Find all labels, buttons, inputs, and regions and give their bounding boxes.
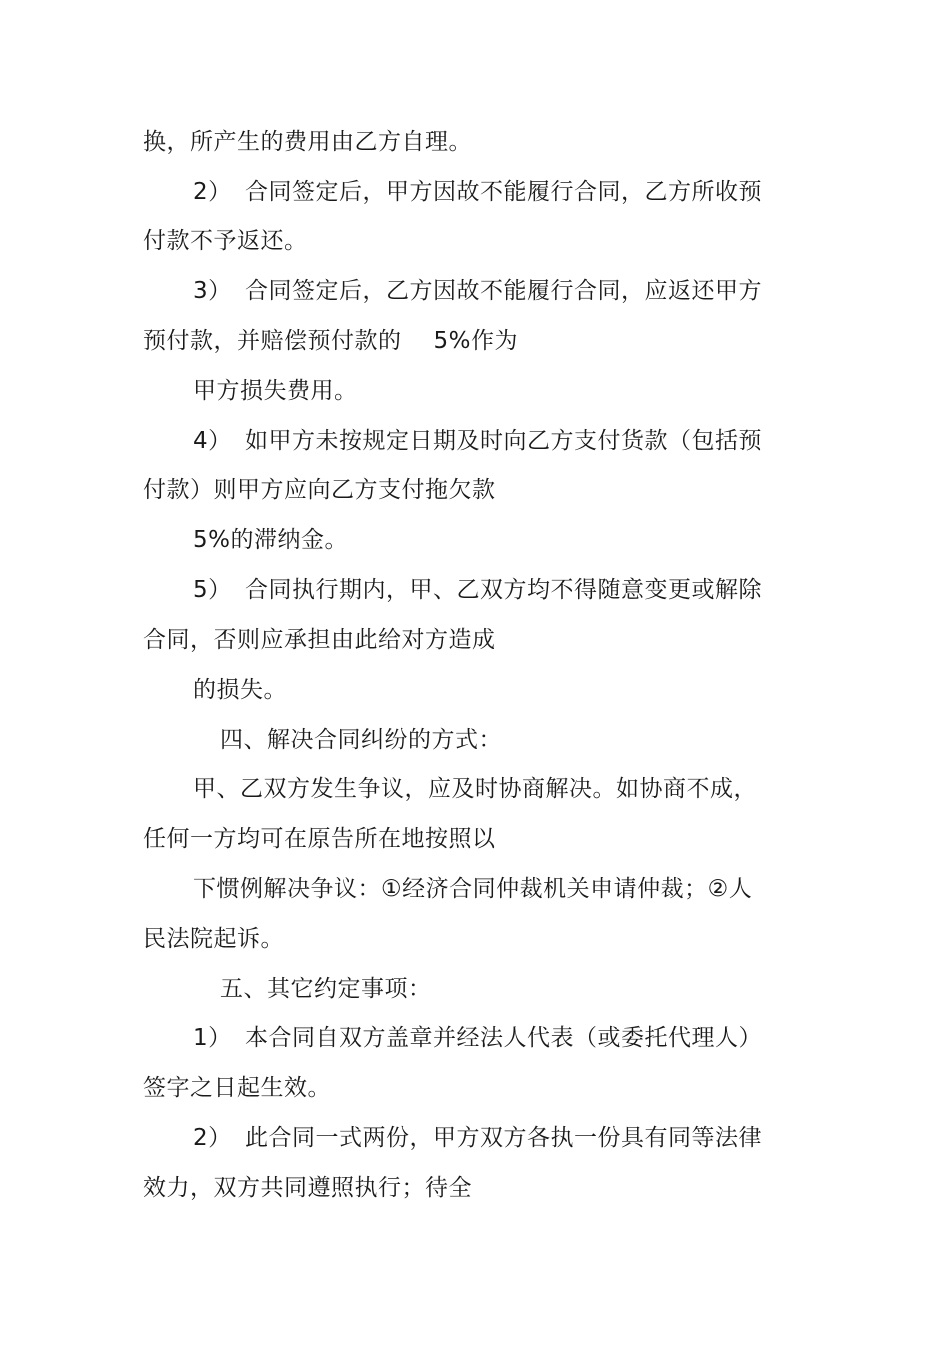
- clause-text: 5%作为: [433, 328, 518, 354]
- clause-4-line-3: 5%的滞纳金。: [193, 527, 348, 553]
- clause-text: 合同签定后，乙方因故不能履行合同，应返还甲方: [245, 278, 762, 304]
- text-line-1: 换，所产生的费用由乙方自理。: [143, 129, 472, 155]
- clause-4-line-2: 付款）则甲方应向乙方支付拖欠款: [143, 477, 496, 503]
- clause-number: 3）: [193, 278, 232, 304]
- section-4-line-3: 下惯例解决争议：①经济合同仲裁机关申请仲裁；②人: [193, 876, 753, 902]
- clause-5-line-3: 的损失。: [193, 677, 287, 703]
- clause-number: 2）: [193, 1125, 232, 1151]
- section-heading-4: 四、解决合同纠纷的方式：: [220, 727, 502, 753]
- section-4-line-2: 任何一方均可在原告所在地按照以: [143, 826, 496, 852]
- clause-text: 合同签定后，甲方因故不能履行合同，乙方所收预: [245, 179, 762, 205]
- clause-number: 2）: [193, 179, 232, 205]
- clause-2-line-1: [193, 177, 762, 207]
- clause-text: 如甲方未按规定日期及时向乙方支付货款（包括预: [245, 428, 762, 454]
- item-1-line-1: [193, 1023, 762, 1053]
- item-1-line-2: 签字之日起生效。: [143, 1075, 331, 1101]
- clause-text: 本合同自双方盖章并经法人代表（或委托代理人）: [245, 1025, 762, 1051]
- clause-text: 此合同一式两份，甲方双方各执一份具有同等法律: [245, 1125, 762, 1151]
- section-4-line-4: 民法院起诉。: [143, 926, 284, 952]
- item-2-line-1: [193, 1123, 762, 1153]
- clause-3-line-1: [193, 276, 762, 306]
- clause-number: 5）: [193, 577, 232, 603]
- clause-3-line-2: [143, 326, 518, 356]
- clause-5-line-1: [193, 575, 762, 605]
- clause-2-line-2: 付款不予返还。: [143, 228, 308, 254]
- clause-number: 1）: [193, 1025, 232, 1051]
- section-4-line-1: 甲、乙双方发生争议，应及时协商解决。如协商不成，: [193, 776, 757, 802]
- item-2-line-2: 效力，双方共同遵照执行；待全: [143, 1175, 472, 1201]
- section-heading-5: 五、其它约定事项：: [220, 976, 432, 1002]
- clause-3-line-3: 甲方损失费用。: [193, 378, 358, 404]
- clause-5-line-2: 合同，否则应承担由此给对方造成: [143, 627, 496, 653]
- clause-text: 合同执行期内，甲、乙双方均不得随意变更或解除: [245, 577, 762, 603]
- clause-4-line-1: [193, 426, 762, 456]
- clause-text: 预付款，并赔偿预付款的: [143, 328, 402, 354]
- clause-number: 4）: [193, 428, 232, 454]
